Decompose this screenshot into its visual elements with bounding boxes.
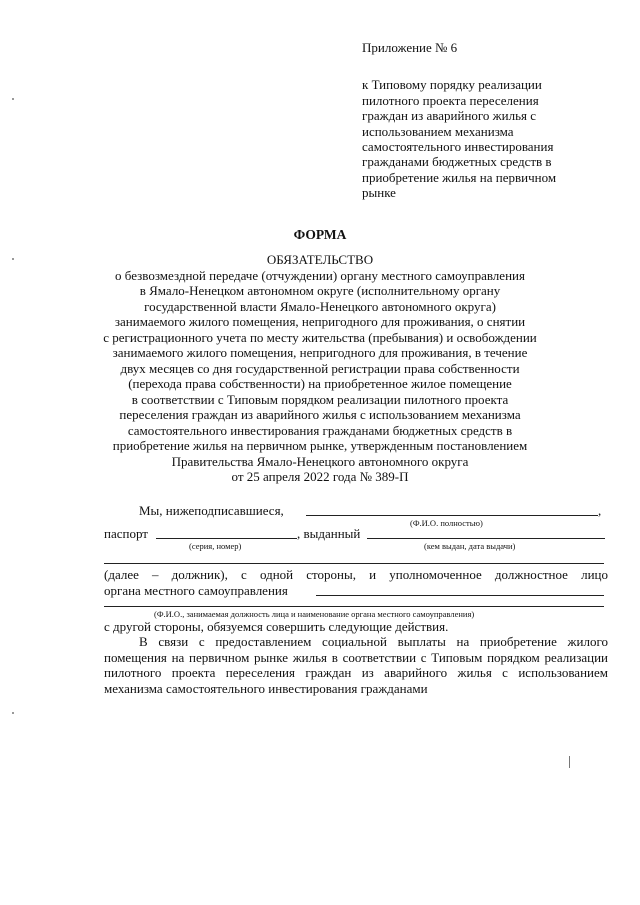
series-caption: (серия, номер): [189, 541, 242, 551]
heading-line: о безвозмездной передаче (отчуждении) органу местного самоуправления: [115, 267, 525, 283]
scan-dot: [12, 712, 14, 714]
appendix-line: к Типовому порядку реализации: [362, 77, 542, 93]
signers-label: Мы, нижеподписавшиеся,: [139, 503, 284, 518]
heading-line: самостоятельного инвестирования гражданами бюджетных средств в: [127, 422, 513, 438]
heading-line: Правительства Ямало-Ненецкого автономного округа: [171, 453, 469, 469]
appendix-line: гражданами бюджетных средств в: [362, 154, 552, 170]
debtor-line: (далее – должник), с одной стороны, и уполномоченное должностное лицо: [104, 567, 608, 582]
heading-line: приобретение жилья на первичном рынке, утвержденным постановлением: [112, 438, 528, 453]
heading-line: переселения граждан из аварийного жилья с использованием механизма: [119, 407, 521, 422]
heading-line: в Ямало-Ненецком автономном округе (исполнительному органу: [139, 283, 501, 298]
appendix-line: пилотного проекта переселения: [362, 92, 539, 108]
heading-line: государственной власти Ямало-Ненецкого автономного округа): [144, 298, 496, 314]
passport-series-field[interactable]: [156, 538, 297, 539]
appendix-line: рынке: [362, 185, 396, 201]
document-heading: [96, 252, 544, 485]
obligation-paragraph: В связи с предоставлением социальной выплаты на приобретение жилого помещения на первичном рынке жилья в соответствии с Типовым порядком реализации пилотного проекта переселения граждан из аварийного жилья с использованием механизма самостоятельного инвестирования гражданами: [104, 634, 608, 696]
heading-title: ОБЯЗАТЕЛЬСТВО: [266, 252, 374, 267]
official-field[interactable]: [104, 606, 604, 607]
appendix-line: самостоятельного инвестирования: [362, 139, 554, 155]
form-label: ФОРМА: [293, 227, 347, 242]
heading-line: (перехода права собственности) на приобретенное жилое помещение: [128, 376, 512, 391]
passport-issued-field[interactable]: [367, 538, 605, 539]
issued-label: , выданный: [297, 526, 361, 541]
signers-comma: ,: [598, 503, 602, 518]
signers-fio-field[interactable]: [306, 515, 598, 516]
appendix-number: Приложение № 6: [362, 40, 458, 55]
official-caption: (Ф.И.О., занимаемая должность лица и наименование органа местного самоуправления): [154, 609, 475, 619]
issued-caption: (кем выдан, дата выдачи): [424, 541, 516, 551]
passport-continuation-field[interactable]: [104, 563, 604, 564]
appendix-line: использованием механизма: [362, 123, 514, 139]
local-authority-field[interactable]: [316, 595, 604, 596]
appendix-line: граждан из аварийного жилья с: [362, 108, 537, 124]
heading-line: занимаемого жилого помещения, непригодного для проживания, в течение: [112, 345, 528, 360]
scan-dot: [12, 98, 14, 100]
heading-line: двух месяцев со дня государственной регистрации права собственности: [120, 360, 520, 376]
appendix-line: приобретение жилья на первичном: [362, 169, 557, 185]
scan-mark: [569, 756, 570, 768]
other-side-text: с другой стороны, обязуемся совершить следующие действия.: [104, 619, 449, 634]
fio-caption: (Ф.И.О. полностью): [410, 518, 483, 528]
heading-line: от 25 апреля 2022 года № 389-П: [231, 469, 409, 484]
local-authority-label: органа местного самоуправления: [104, 583, 288, 598]
heading-line: в соответствии с Типовым порядком реализации пилотного проекта: [131, 391, 509, 407]
scan-dot: [12, 258, 14, 260]
heading-line: с регистрационного учета по месту жительства (пребывания) и освобождении: [103, 329, 537, 345]
appendix-block: [362, 40, 594, 201]
passport-label: паспорт: [104, 526, 148, 541]
heading-line: занимаемого жилого помещения, непригодного для проживания, о снятии: [114, 314, 526, 329]
